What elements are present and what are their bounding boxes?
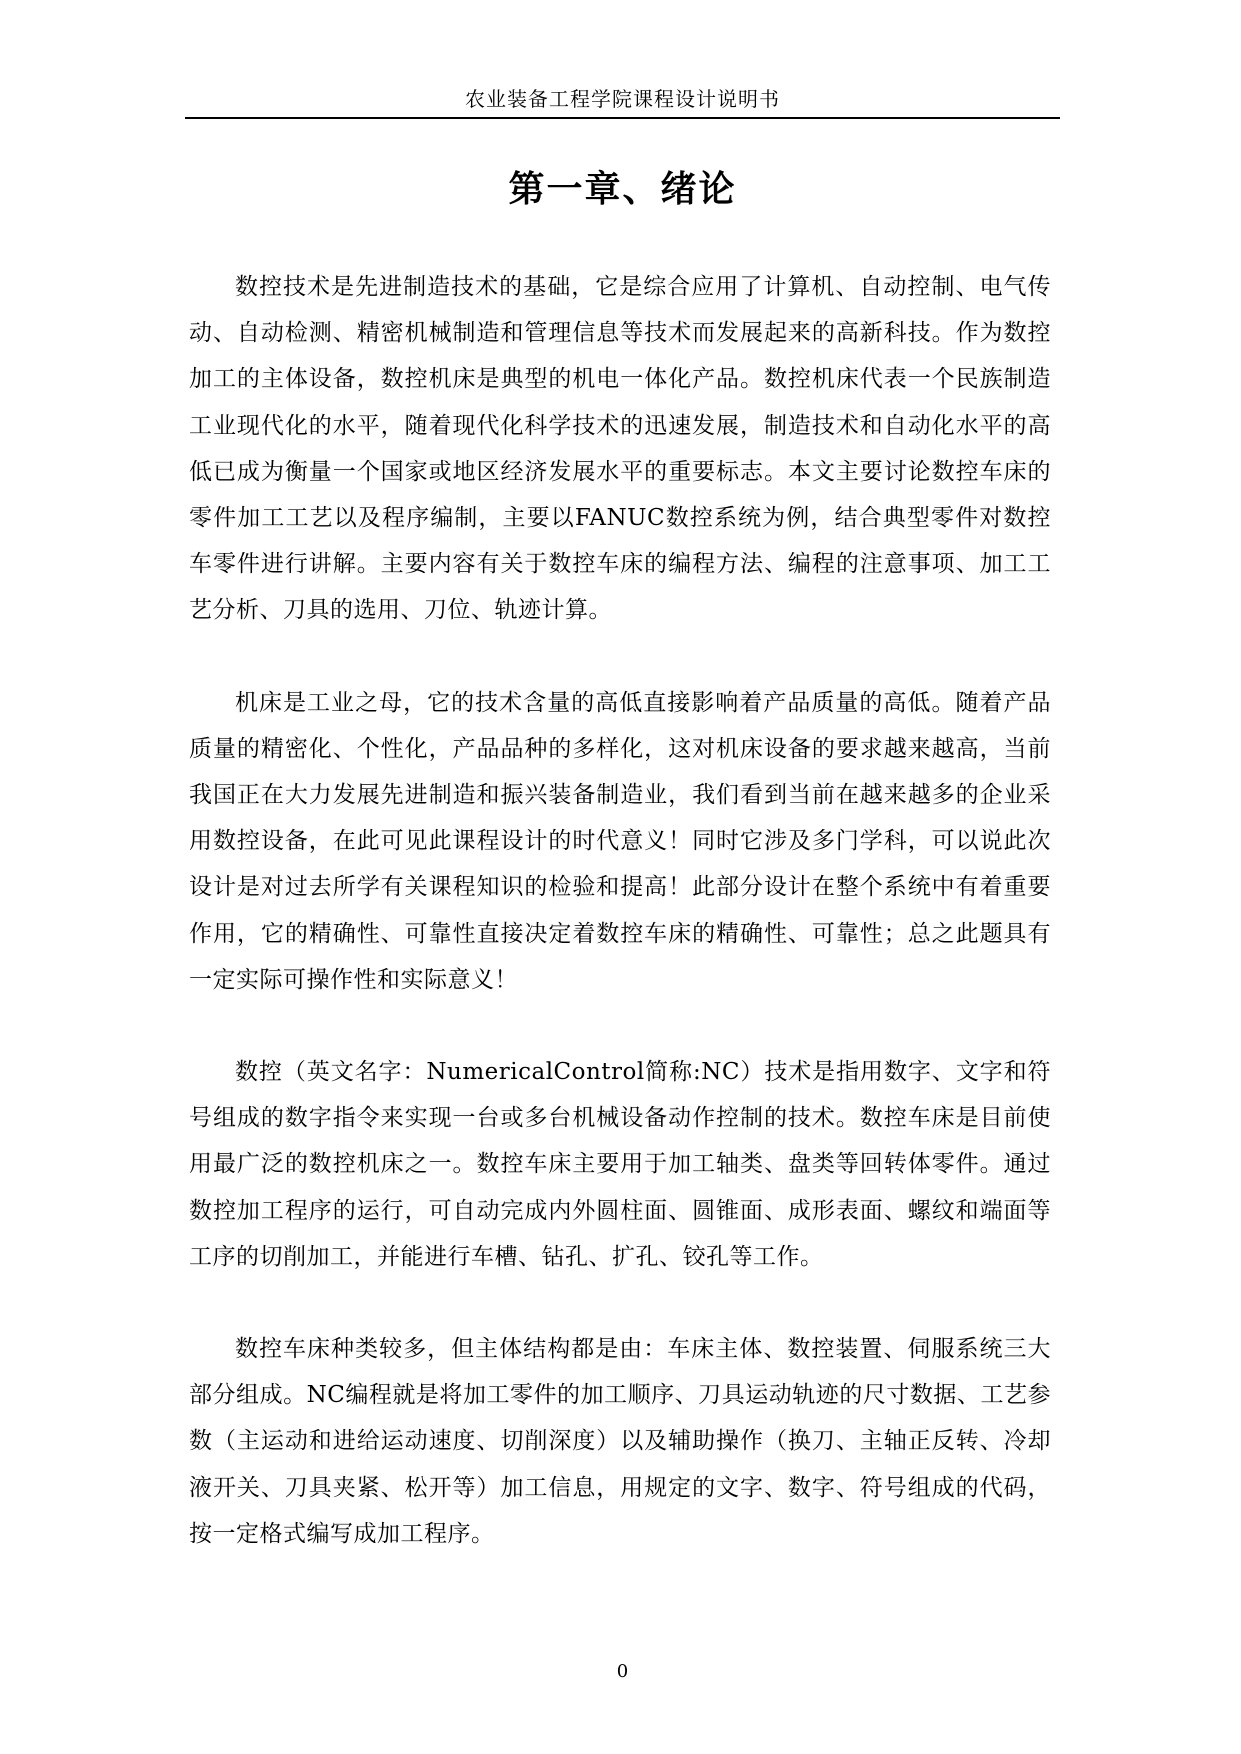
body-text	[189, 264, 1051, 1557]
paragraph-4: 数控车床种类较多，但主体结构都是由：车床主体、数控装置、伺服系统三大部分组成。NC编程就是将加工零件的加工顺序、刀具运动轨迹的尺寸数据、工艺参数（主运动和进给运动速度、切削深度）以及辅助操作（换刀、主轴正反转、冷却液开关、刀具夹紧、松开等）加工信息，用规定的文字、数字、符号组成的代码，按一定格式编写成加工程序。	[189, 1336, 1051, 1547]
chapter-title: 第一章、绪论	[508, 169, 737, 210]
paragraph-1: 数控技术是先进制造技术的基础，它是综合应用了计算机、自动控制、电气传动、自动检测、精密机械制造和管理信息等技术而发展起来的高新科技。作为数控加工的主体设备，数控机床是典型的机电一体化产品。数控机床代表一个民族制造工业现代化的水平，随着现代化科学技术的迅速发展，制造技术和自动化水平的高低已成为衡量一个国家或地区经济发展水平的重要标志。本文主要讨论数控车床的零件加工工艺以及程序编制，主要以FANUC数控系统为例，结合典型零件对数控车零件进行讲解。主要内容有关于数控车床的编程方法、编程的注意事项、加工工艺分析、刀具的选用、刀位、轨迹计算。	[189, 274, 1051, 624]
paragraph-3: 数控（英文名字：NumericalControl简称:NC）技术是指用数字、文字和符号组成的数字指令来实现一台或多台机械设备动作控制的技术。数控车床是目前使用最广泛的数控机床之一。数控车床主要用于加工轴类、盘类等回转体零件。通过数控加工程序的运行，可自动完成内外圆柱面、圆锥面、成形表面、螺纹和端面等工序的切削加工，并能进行车槽、钻孔、扩孔、铰孔等工作。	[189, 1059, 1051, 1270]
paragraph-2: 机床是工业之母，它的技术含量的高低直接影响着产品质量的高低。随着产品质量的精密化、个性化，产品品种的多样化，这对机床设备的要求越来越高，当前我国正在大力发展先进制造和振兴装备制造业，我们看到当前在越来越多的企业采用数控设备，在此可见此课程设计的时代意义！同时它涉及多门学科，可以说此次设计是对过去所学有关课程知识的检验和提高！此部分设计在整个系统中有着重要作用，它的精确性、可靠性直接决定着数控车床的精确性、可靠性；总之此题具有一定实际可操作性和实际意义！	[189, 689, 1051, 993]
header-rule	[185, 117, 1060, 119]
page-header-title: 农业装备工程学院课程设计说明书	[465, 87, 780, 111]
page-number: 0	[616, 1661, 629, 1682]
